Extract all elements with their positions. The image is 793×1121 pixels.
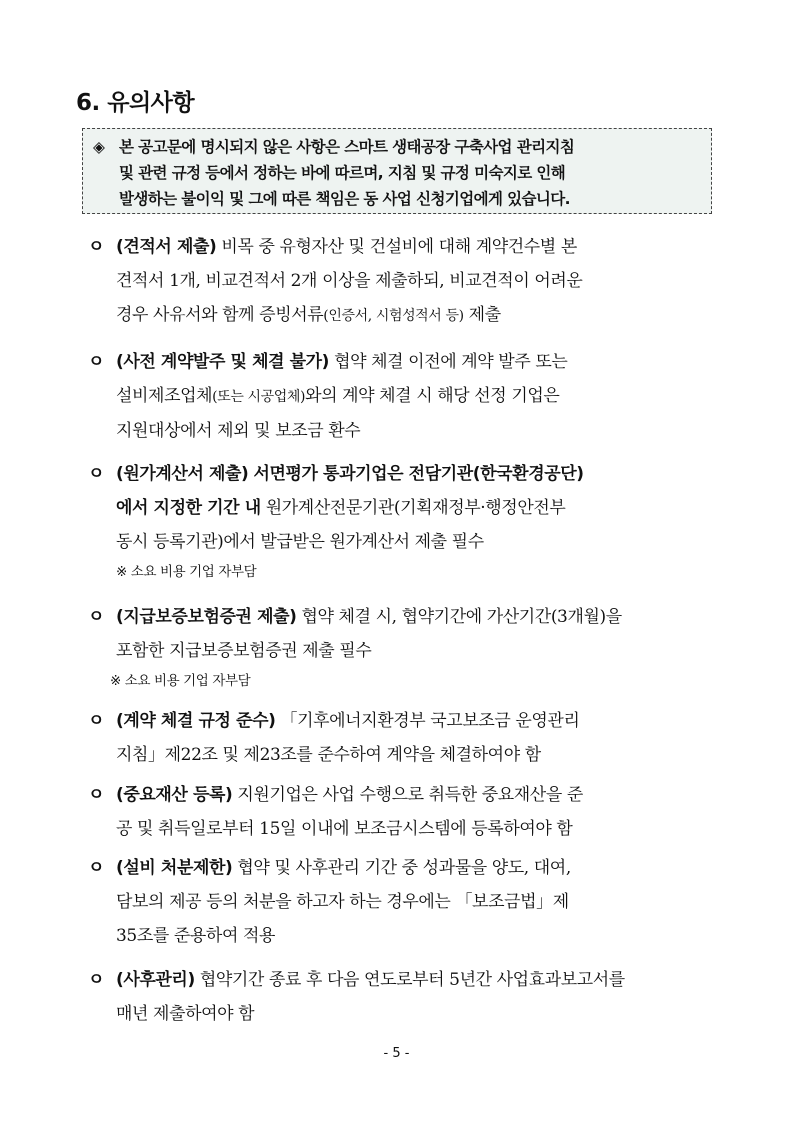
list-item [88, 778, 720, 846]
item-title: (사전 계약발주 및 체결 불가) [116, 352, 330, 372]
item-text: 지원대상에서 제외 및 보조금 환수 [116, 421, 361, 441]
list-item [88, 345, 720, 448]
item-text: 매년 제출하여야 함 [116, 1004, 255, 1024]
item-text: 견적서 1개, 비교견적서 2개 이상을 제출하되, 비교견적이 어려운 [116, 271, 583, 291]
note-text: ※ 소요 비용 기업 자부담 [110, 673, 251, 689]
item-title: (계약 체결 규정 준수) [116, 711, 276, 731]
notice-line: 본 공고문에 명시되지 않은 사항은 스마트 생태공장 구축사업 관리지침 [119, 138, 575, 156]
list-item [88, 963, 720, 1031]
item-title: (중요재산 등록) [116, 785, 233, 805]
item-text: 포함한 지급보증보험증권 제출 필수 [116, 641, 372, 661]
item-text: 원가계산전문기관(기획재정부·행정안전부 [265, 498, 566, 518]
item-text: 협약 체결 이전에 계약 발주 또는 [334, 352, 568, 372]
item-text: 협약 및 사후관리 기간 중 성과물을 양도, 대여, [237, 858, 571, 878]
page-number: - 5 - [383, 1046, 410, 1061]
item-text-small: (인증서, 시험성적서 등) [323, 308, 464, 324]
note-text: ※ 소요 비용 기업 자부담 [116, 564, 257, 580]
item-text: 지침」제22조 및 제23조를 준수하여 계약을 체결하여야 함 [116, 745, 541, 765]
list-item [88, 600, 720, 694]
item-text: 협약 체결 시, 협약기간에 가산기간(3개월)을 [301, 607, 622, 627]
notice-line: 및 관련 규정 등에서 정하는 바에 따르며, 지침 및 규정 미숙지로 인해 [119, 164, 566, 182]
bullet-icon: ㅇ [88, 607, 105, 627]
item-text: 와의 계약 체결 시 해당 선정 기업은 [305, 386, 560, 406]
item-text: 동시 등록기관)에서 발급받은 원가계산서 제출 필수 [116, 532, 484, 552]
section-heading: 6. 유의사항 [76, 90, 195, 116]
bullet-icon: ㅇ [88, 237, 105, 257]
item-title: (사후관리) [116, 970, 195, 990]
list-item [88, 457, 720, 585]
item-text: 제출 [463, 305, 501, 325]
item-title: (지급보증보험증권 제출) [116, 607, 297, 627]
item-text: 담보의 제공 등의 처분을 하고자 하는 경우에는 「보조금법」제 [116, 892, 569, 912]
item-text-bold: 서면평가 통과기업은 전담기관(한국환경공단) [253, 464, 584, 484]
item-text: 35조를 준용하여 적용 [116, 926, 276, 946]
item-title: (원가계산서 제출) [116, 464, 249, 484]
bullet-icon: ㅇ [88, 352, 105, 372]
item-title: (견적서 제출) [116, 237, 217, 257]
item-title: (설비 처분제한) [116, 858, 233, 878]
bullet-icon: ㅇ [88, 785, 105, 805]
item-text-small: (또는 시공업체) [212, 389, 306, 405]
item-text-bold: 에서 지정한 기간 내 [116, 498, 261, 518]
item-text: 경우 사유서와 함께 증빙서류 [116, 305, 324, 325]
item-text: 공 및 취득일로부터 15일 이내에 보조금시스템에 등록하여야 함 [116, 819, 573, 839]
notice-box [82, 128, 712, 214]
list-item [88, 230, 720, 333]
item-text: 지원기업은 사업 수행으로 취득한 중요재산을 준 [237, 785, 583, 805]
item-text: 협약기간 종료 후 다음 연도로부터 5년간 사업효과보고서를 [199, 970, 625, 990]
diamond-marker-icon: ◈ [93, 138, 105, 156]
item-text: 설비제조업체 [116, 386, 213, 406]
bullet-icon: ㅇ [88, 711, 105, 731]
bullet-icon: ㅇ [88, 464, 105, 484]
item-text: 「기후에너지환경부 국고보조금 운영관리 [280, 711, 580, 731]
bullet-icon: ㅇ [88, 970, 105, 990]
list-item [88, 704, 720, 772]
list-item [88, 851, 720, 953]
item-text: 비목 중 유형자산 및 건설비에 대해 계약건수별 본 [221, 237, 577, 257]
notice-line: 발생하는 불이익 및 그에 따른 책임은 동 사업 신청기업에게 있습니다. [119, 190, 570, 208]
bullet-icon: ㅇ [88, 858, 105, 878]
